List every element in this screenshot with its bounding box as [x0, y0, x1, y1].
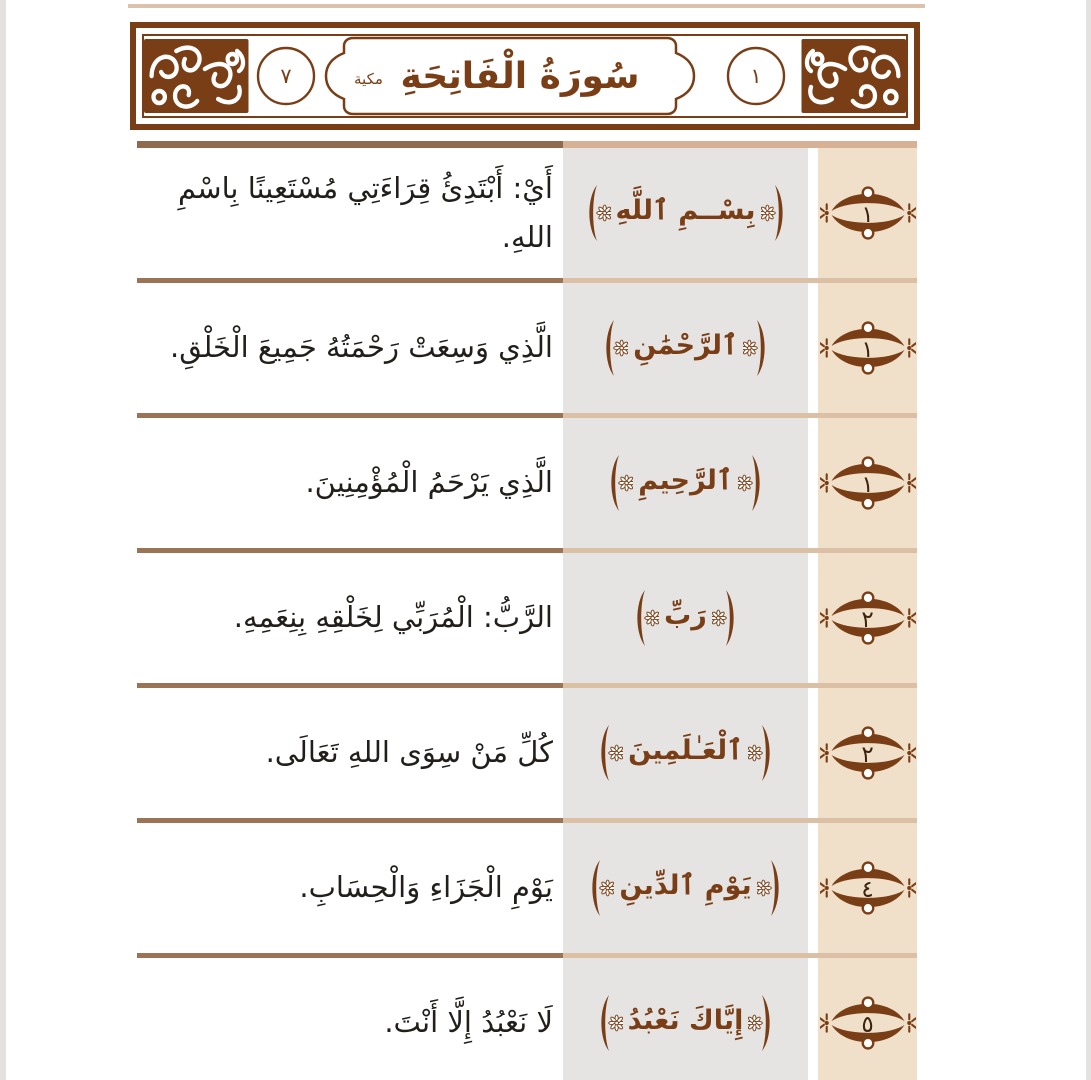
quran-bracket-open-icon — [712, 576, 740, 660]
table-row — [137, 148, 917, 283]
page-edge-left — [0, 0, 6, 1080]
verse-number-cell — [818, 958, 917, 1080]
verse-number-cell — [818, 283, 917, 418]
surah-number: ١ — [750, 64, 762, 88]
quran-bracket-open-icon — [757, 846, 785, 930]
quran-bracket-open-icon — [738, 441, 766, 525]
tafsir-table-body — [137, 148, 917, 1080]
quran-bracket-close-icon — [605, 441, 633, 525]
explanation-text: يَوْمِ الْجَزَاءِ وَالْحِسَابِ. — [299, 870, 553, 905]
verse-number-badge-icon — [820, 317, 916, 379]
verse-number: ٥ — [861, 1011, 874, 1038]
quran-word-cell — [563, 148, 808, 283]
table-row — [137, 823, 917, 958]
quran-bracket-close-icon — [595, 711, 623, 795]
column-divider — [808, 283, 818, 418]
verse-number-badge-icon — [820, 722, 916, 784]
quran-word: رَبِّ — [664, 599, 707, 631]
explanation-cell — [137, 418, 563, 553]
quran-bracket-open-icon — [748, 981, 776, 1065]
verse-number-badge-icon — [820, 992, 916, 1054]
verse-number-cell — [818, 553, 917, 688]
table-top-rule — [137, 141, 917, 148]
table-row — [137, 688, 917, 823]
explanation-text: الرَّبُّ: الْمُرَبِّي لِخَلْقِهِ بِنِعَمِهِ. — [233, 600, 553, 635]
column-divider — [808, 958, 818, 1080]
quran-word: ٱلْعَـٰلَمِينَ — [628, 734, 743, 766]
column-divider — [808, 418, 818, 553]
quran-bracket-close-icon — [600, 306, 628, 390]
column-divider — [808, 823, 818, 958]
verse-number-cell — [818, 823, 917, 958]
tafsir-table — [137, 141, 917, 1080]
quran-word-cell — [563, 418, 808, 553]
quran-word-cell — [563, 958, 808, 1080]
verse-number-badge-icon — [820, 182, 916, 244]
quran-word: بِسْــمِ ٱللَّهِ — [615, 194, 756, 226]
quran-word: ٱلرَّحِيمِ — [638, 464, 733, 496]
verse-number: ١ — [861, 336, 874, 363]
quran-bracket-open-icon — [748, 711, 776, 795]
table-row — [137, 958, 917, 1080]
column-divider — [808, 688, 818, 823]
quran-bracket-open-icon — [761, 171, 789, 255]
explanation-cell — [137, 688, 563, 823]
quran-bracket-close-icon — [586, 846, 614, 930]
explanation-text: أَيْ: أَبْتَدِئُ قِرَاءَتِي مُسْتَعِينًا بِاسْمِ اللهِ. — [178, 170, 553, 254]
verse-number-badge-icon — [820, 452, 916, 514]
quran-bracket-close-icon — [595, 981, 623, 1065]
quran-word-cell — [563, 823, 808, 958]
explanation-text: لَا نَعْبُدُ إِلَّا أَنْتَ. — [384, 1005, 553, 1040]
page-top-rule — [128, 4, 925, 8]
quran-word: إِيَّاكَ نَعْبُدُ — [627, 1004, 744, 1036]
column-divider — [808, 148, 818, 283]
explanation-cell — [137, 823, 563, 958]
page-edge-right — [1086, 0, 1091, 1080]
quran-bracket-close-icon — [631, 576, 659, 660]
table-row — [137, 418, 917, 553]
quran-word-cell — [563, 688, 808, 823]
quran-word-cell — [563, 283, 808, 418]
quran-word-cell — [563, 553, 808, 688]
column-divider — [808, 553, 818, 688]
quran-word: ٱلرَّحْمَٰنِ — [633, 329, 738, 361]
quran-bracket-open-icon — [743, 306, 771, 390]
table-row — [137, 553, 917, 688]
verse-number-cell — [818, 418, 917, 553]
explanation-text: كُلِّ مَنْ سِوَى اللهِ تَعَالَى. — [265, 735, 553, 770]
verse-number: ٢ — [861, 741, 874, 768]
table-row — [137, 283, 917, 418]
explanation-cell — [137, 958, 563, 1080]
ayah-count: ٧ — [280, 64, 292, 88]
explanation-cell — [137, 283, 563, 418]
verse-number: ١ — [861, 471, 874, 498]
surah-header-band — [130, 22, 920, 130]
revelation-type-label: مكية — [354, 70, 383, 89]
quran-word: يَوْمِ ٱلدِّينِ — [619, 869, 752, 901]
explanation-text: الَّذِي يَرْحَمُ الْمُؤْمِنِينَ. — [305, 465, 553, 500]
verse-number-cell — [818, 688, 917, 823]
verse-number-cell — [818, 148, 917, 283]
explanation-text: الَّذِي وَسِعَتْ رَحْمَتُهُ جَمِيعَ الْخَلْقِ. — [170, 330, 553, 365]
verse-number: ٢ — [861, 606, 874, 633]
explanation-cell — [137, 553, 563, 688]
verse-number-badge-icon — [820, 857, 916, 919]
verse-number: ١ — [861, 201, 874, 228]
verse-number: ٤ — [861, 876, 874, 903]
surah-title: سُورَةُ الْفَاتِحَةِ — [400, 55, 640, 97]
verse-number-badge-icon — [820, 587, 916, 649]
quran-bracket-close-icon — [583, 171, 611, 255]
explanation-cell — [137, 148, 563, 283]
